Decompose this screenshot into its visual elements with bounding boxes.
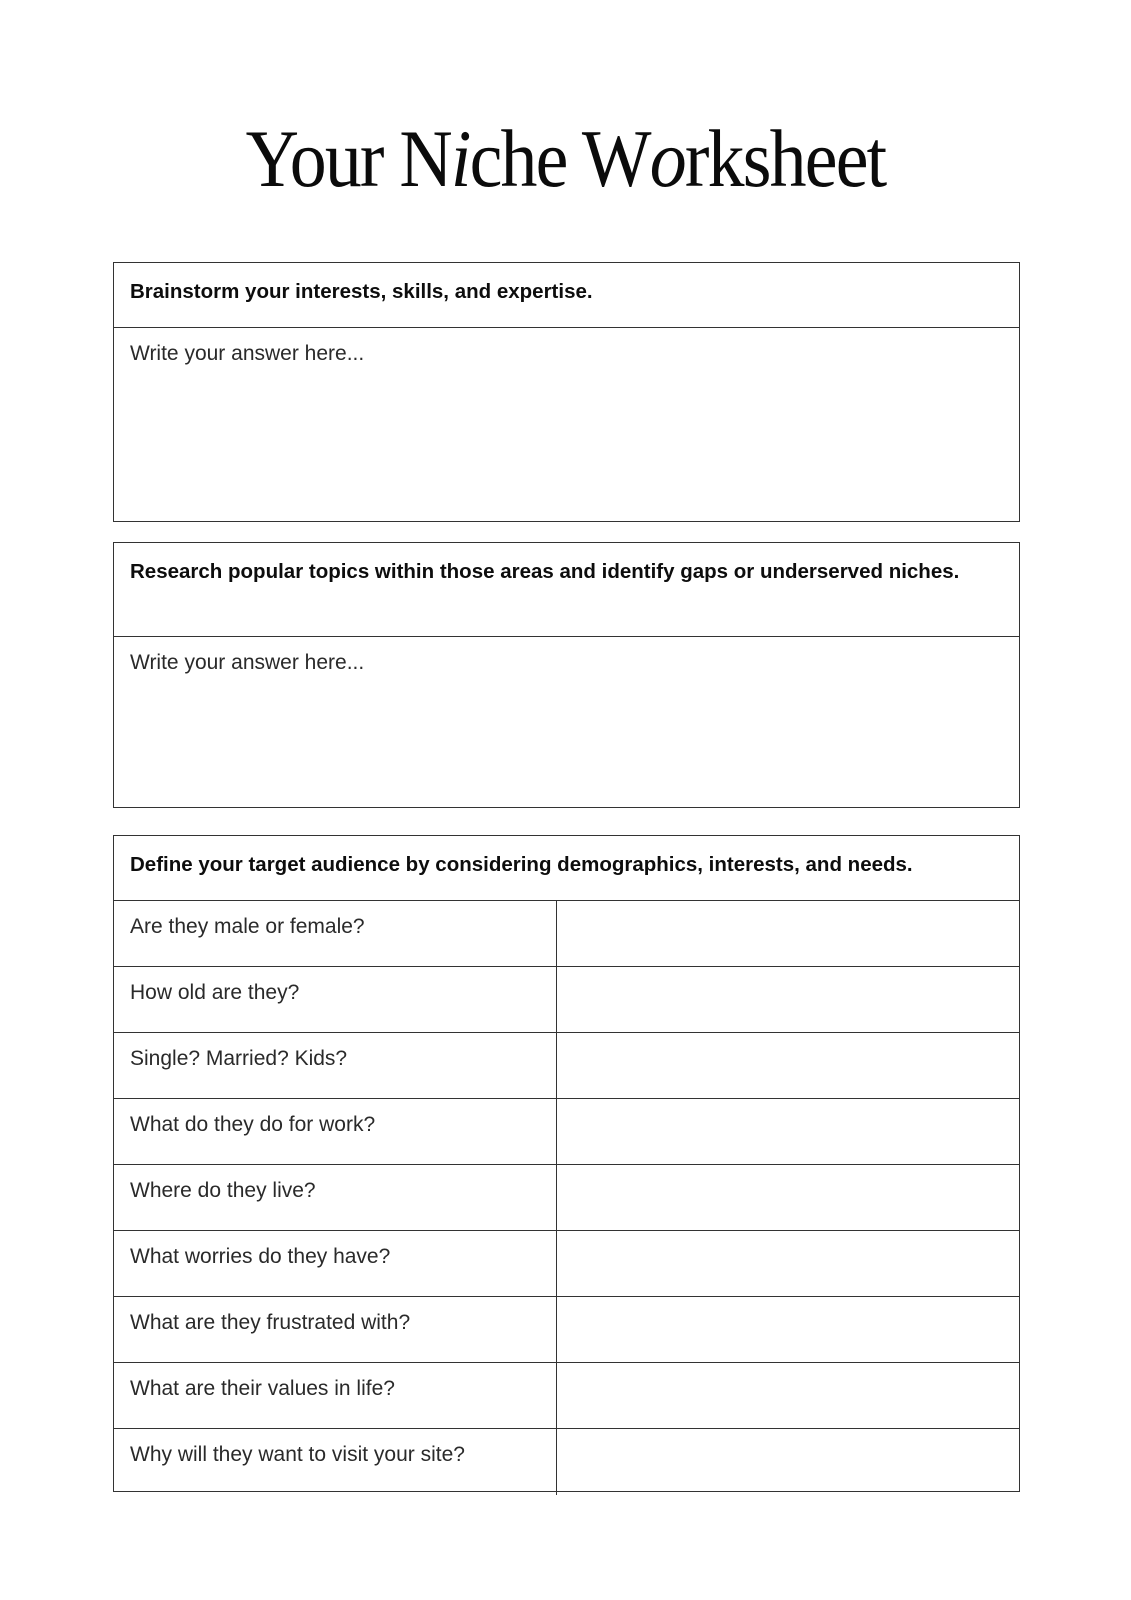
title-italic-letter: o <box>649 113 685 204</box>
audience-row <box>114 1165 1019 1231</box>
audience-row <box>114 1429 1019 1495</box>
audience-answer-cell[interactable] <box>557 1033 1019 1098</box>
title-italic-letter: i <box>450 113 470 204</box>
research-section <box>113 542 1020 808</box>
audience-row <box>114 1297 1019 1363</box>
audience-prompt: Define your target audience by considering demographics, interests, and needs. <box>114 836 1019 901</box>
audience-question: What do they do for work? <box>114 1099 557 1164</box>
audience-answer-cell[interactable] <box>557 1231 1019 1296</box>
audience-question: Are they male or female? <box>114 901 557 966</box>
audience-answer-cell[interactable] <box>557 967 1019 1032</box>
audience-question: What are their values in life? <box>114 1363 557 1428</box>
audience-answer-cell[interactable] <box>557 901 1019 966</box>
audience-question: What are they frustrated with? <box>114 1297 557 1362</box>
audience-answer-cell[interactable] <box>557 1429 1019 1495</box>
brainstorm-section <box>113 262 1020 522</box>
audience-question: Why will they want to visit your site? <box>114 1429 557 1495</box>
audience-answer-cell[interactable] <box>557 1363 1019 1428</box>
audience-answer-cell[interactable] <box>557 1099 1019 1164</box>
audience-row <box>114 1033 1019 1099</box>
title-text: che W <box>469 113 650 204</box>
audience-answer-cell[interactable] <box>557 1297 1019 1362</box>
audience-row <box>114 1363 1019 1429</box>
title-text: rksheet <box>684 113 886 204</box>
audience-answer-cell[interactable] <box>557 1165 1019 1230</box>
brainstorm-prompt: Brainstorm your interests, skills, and expertise. <box>114 263 1019 328</box>
audience-section <box>113 835 1020 1492</box>
audience-row <box>114 1099 1019 1165</box>
worksheet-title <box>57 113 1075 204</box>
audience-row <box>114 967 1019 1033</box>
audience-row <box>114 901 1019 967</box>
audience-row <box>114 1231 1019 1297</box>
brainstorm-answer-field[interactable]: Write your answer here... <box>130 342 365 365</box>
research-prompt: Research popular topics within those areas and identify gaps or underserved niches. <box>114 543 1019 637</box>
audience-question: Single? Married? Kids? <box>114 1033 557 1098</box>
audience-question: How old are they? <box>114 967 557 1032</box>
research-answer-field[interactable]: Write your answer here... <box>130 651 365 674</box>
audience-question: Where do they live? <box>114 1165 557 1230</box>
audience-question: What worries do they have? <box>114 1231 557 1296</box>
title-text: Your N <box>245 113 451 204</box>
